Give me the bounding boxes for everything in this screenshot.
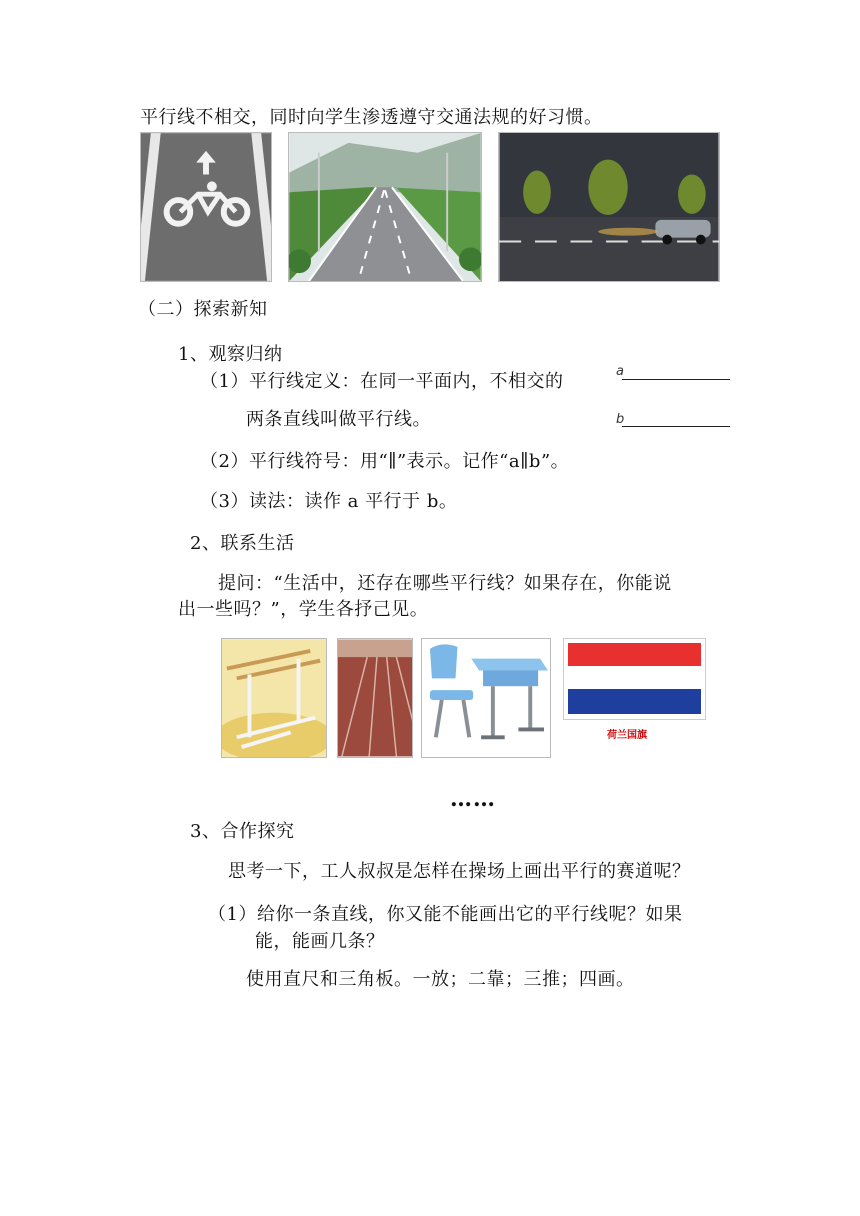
parallel-bars-illustration [222,639,326,757]
symbol-line: （2）平行线符号：用“∥”表示。记作“a∥b”。 [200,451,570,472]
question-1-line-1: （1）给你一条直线，你又能不能画出它的平行线呢？如果 [208,904,683,925]
subsection-title-observe: 1、观察归纳 [178,344,283,365]
intro-text: 平行线不相交，同时向学生渗透遵守交通法规的好习惯。 [140,107,603,128]
running-track-illustration [338,639,412,757]
definition-line-1: （1）平行线定义：在同一平面内，不相交的 [200,371,564,392]
bike-lane-photo [140,132,272,282]
desk-chair-illustration [422,639,550,757]
line-b-label: b [616,412,625,427]
think-line: 思考一下，工人叔叔是怎样在操场上画出平行的赛道呢？ [228,861,691,882]
question-1-line-2: 能，能画几条？ [255,931,385,952]
highway-photo [288,132,482,282]
parallel-bars-photo [221,638,327,758]
night-road-illustration [499,133,719,281]
flag-white-stripe [568,666,701,689]
running-track-photo [337,638,413,758]
netherlands-flag [563,638,706,720]
parallel-line-b [622,426,730,427]
flag-blue-stripe [568,689,701,714]
night-road-photo [498,132,720,282]
bike-lane-illustration [141,133,271,281]
method-line: 使用直尺和三角板。一放；二靠；三推；四画。 [246,969,635,990]
subsection-title-life: 2、联系生活 [190,533,295,554]
highway-illustration [289,133,481,281]
question-line-2: 出一些吗？”，学生各抒己见。 [178,599,429,620]
flag-red-stripe [568,643,701,666]
desk-chair-photo [421,638,551,758]
question-line-1: 提问：“生活中，还存在哪些平行线？如果存在，你能说 [218,573,672,594]
flag-caption: 荷兰国旗 [607,730,647,741]
definition-line-2: 两条直线叫做平行线。 [246,409,431,430]
line-a-label: a [616,364,624,379]
parallel-line-a [622,379,730,380]
section-title: （二）探索新知 [138,299,268,320]
subsection-title-cooperate: 3、合作探究 [190,821,295,842]
ellipsis: …… [450,786,496,812]
reading-line: （3）读法：读作 a 平行于 b。 [200,491,458,512]
